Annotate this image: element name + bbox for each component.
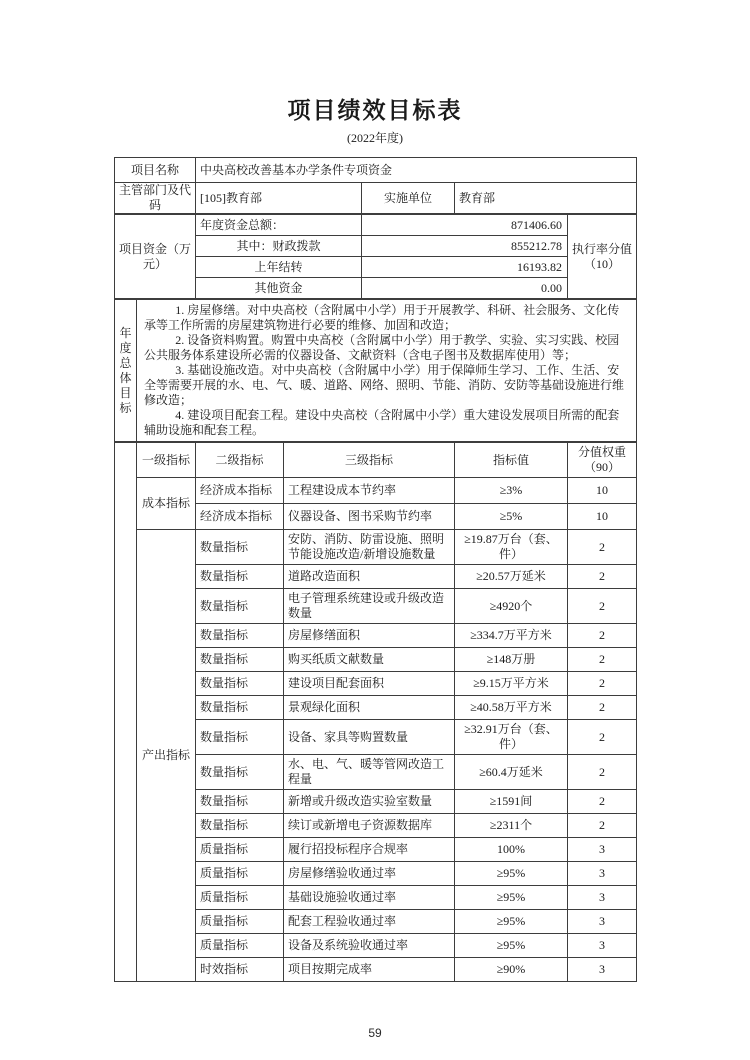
goal-paragraph: 4. 建设项目配套工程。建设中央高校（含附属中小学）重大建设发展项目所需的配套辅助设施和配套工程。 xyxy=(144,408,620,437)
indicators-header-row xyxy=(115,443,637,478)
goal-paragraph: 2. 设备资料购置。购置中央高校（含附属中小学）用于教学、实验、实习实践、校园公共服务体系建设所必需的仪器设备、文献资料（含电子图书及数据库使用）等； xyxy=(144,333,620,362)
indicator-level2-cell: 数量指标 xyxy=(196,624,284,648)
goal-paragraph: 3. 基础设施改造。对中央高校（含附属中小学）用于保障师生学习、工作、生活、安全等需要开展的水、电、气、暖、道路、网络、照明、节能、消防、安防等基础设施进行维修改造； xyxy=(144,363,625,407)
funds-item-value-cell: 855212.78 xyxy=(362,236,568,257)
indicator-weight-cell: 2 xyxy=(568,530,637,565)
indicator-level3-cell: 仪器设备、图书采购节约率 xyxy=(284,504,455,530)
funds-item-value-cell: 16193.82 xyxy=(362,257,568,278)
indicator-value-cell: ≥3% xyxy=(455,478,568,504)
funds-item-name-cell: 其他资金 xyxy=(196,278,362,299)
indicator-level2-cell: 质量指标 xyxy=(196,862,284,886)
indicator-value-cell: ≥90% xyxy=(455,958,568,982)
indicator-level3-cell: 工程建设成本节约率 xyxy=(284,478,455,504)
indicator-level3-cell: 安防、消防、防雷设施、照明节能设施改造/新增设施数量 xyxy=(284,530,455,565)
indicator-level2-cell: 数量指标 xyxy=(196,696,284,720)
indicator-weight-cell: 10 xyxy=(568,478,637,504)
dept-value-cell: [105]教育部 xyxy=(196,183,362,214)
indicator-weight-cell: 3 xyxy=(568,958,637,982)
header-weight-line: 分值权重 xyxy=(577,445,626,459)
indicator-level3-cell: 项目按期完成率 xyxy=(284,958,455,982)
indicator-level2-cell: 质量指标 xyxy=(196,886,284,910)
project-name-label-cell: 项目名称 xyxy=(115,158,196,183)
indicator-level3-cell: 续订或新增电子资源数据库 xyxy=(284,814,455,838)
indicator-level3-cell: 新增或升级改造实验室数量 xyxy=(284,790,455,814)
header-value-cell: 指标值 xyxy=(455,443,568,478)
indicator-level3-cell: 设备及系统验收通过率 xyxy=(284,934,455,958)
funds-item-name-cell: 其中：财政拨款 xyxy=(196,236,362,257)
header-level1-cell: 一级指标 xyxy=(137,443,196,478)
indicator-level2-cell: 经济成本指标 xyxy=(196,504,284,530)
impl-unit-label-cell: 实施单位 xyxy=(362,183,455,214)
performance-table xyxy=(114,157,636,982)
indicator-level3-cell: 设备、家具等购置数量 xyxy=(284,720,455,755)
indicators-table xyxy=(114,442,637,982)
indicator-level3-cell: 配套工程验收通过率 xyxy=(284,910,455,934)
indicator-weight-cell: 2 xyxy=(568,565,637,589)
indicator-level3-cell: 履行招投标程序合规率 xyxy=(284,838,455,862)
funds-item-name-cell: 上年结转 xyxy=(196,257,362,278)
indicator-weight-cell: 3 xyxy=(568,838,637,862)
indicator-weight-cell: 2 xyxy=(568,696,637,720)
group-output-cell: 产出指标 xyxy=(137,530,196,982)
indicator-level2-cell: 数量指标 xyxy=(196,814,284,838)
indicator-level2-cell: 数量指标 xyxy=(196,755,284,790)
indicator-weight-cell: 3 xyxy=(568,862,637,886)
page-subtitle: (2022年度) xyxy=(347,131,403,145)
indicator-weight-cell: 2 xyxy=(568,624,637,648)
spacer-column-cell xyxy=(115,443,137,982)
funds-table xyxy=(114,214,637,299)
indicator-level3-cell: 房屋修缮验收通过率 xyxy=(284,862,455,886)
indicator-level3-cell: 电子管理系统建设或升级改造数量 xyxy=(284,589,455,624)
project-name-value-cell: 中央高校改善基本办学条件专项资金 xyxy=(196,158,637,183)
indicator-level2-cell: 数量指标 xyxy=(196,672,284,696)
indicator-level3-cell: 购买纸质文献数量 xyxy=(284,648,455,672)
indicator-level3-cell: 水、电、气、暖等管网改造工程量 xyxy=(284,755,455,790)
indicator-level3-cell: 建设项目配套面积 xyxy=(284,672,455,696)
indicator-value-cell: ≥2311个 xyxy=(455,814,568,838)
indicator-level3-cell: 道路改造面积 xyxy=(284,565,455,589)
indicator-level3-cell: 景观绿化面积 xyxy=(284,696,455,720)
indicator-value-cell: ≥5% xyxy=(455,504,568,530)
indicator-value-cell: ≥95% xyxy=(455,910,568,934)
funds-item-value-cell: 0.00 xyxy=(362,278,568,299)
indicator-level2-cell: 经济成本指标 xyxy=(196,478,284,504)
indicator-weight-cell: 3 xyxy=(568,934,637,958)
indicator-value-cell: ≥32.91万台（套、件） xyxy=(455,720,568,755)
funds-item-value-cell: 871406.60 xyxy=(362,215,568,236)
indicator-weight-cell: 2 xyxy=(568,790,637,814)
header-level3-cell: 三级指标 xyxy=(284,443,455,478)
indicator-level2-cell: 数量指标 xyxy=(196,720,284,755)
indicator-value-cell: ≥9.15万平方米 xyxy=(455,672,568,696)
indicator-value-cell: ≥40.58万平方米 xyxy=(455,696,568,720)
indicator-value-cell: ≥95% xyxy=(455,862,568,886)
header-weight-line: （90） xyxy=(583,460,620,474)
indicator-weight-cell: 2 xyxy=(568,755,637,790)
indicator-level2-cell: 数量指标 xyxy=(196,589,284,624)
execution-score-label: 执行率分值 xyxy=(572,241,633,256)
indicator-value-cell: ≥4920个 xyxy=(455,589,568,624)
header-weight-cell xyxy=(568,443,637,478)
annual-goal-row xyxy=(115,300,637,442)
indicator-weight-cell: 2 xyxy=(568,672,637,696)
page-number: 59 xyxy=(368,1026,382,1040)
dept-label-cell: 主管部门及代码 xyxy=(115,183,196,214)
indicator-level2-cell: 质量指标 xyxy=(196,910,284,934)
indicator-value-cell: 100% xyxy=(455,838,568,862)
indicator-weight-cell: 3 xyxy=(568,910,637,934)
annual-goal-text-cell xyxy=(137,300,637,442)
indicator-value-cell: ≥148万册 xyxy=(455,648,568,672)
annual-goal-label-line: 目标 xyxy=(119,385,132,415)
indicator-value-cell: ≥334.7万平方米 xyxy=(455,624,568,648)
indicator-value-cell: ≥95% xyxy=(455,886,568,910)
indicator-weight-cell: 2 xyxy=(568,648,637,672)
indicator-value-cell: ≥20.57万延米 xyxy=(455,565,568,589)
indicator-level3-cell: 房屋修缮面积 xyxy=(284,624,455,648)
indicator-weight-cell: 2 xyxy=(568,720,637,755)
execution-score-points: （10） xyxy=(583,256,620,271)
annual-goal-label-line: 总体 xyxy=(119,355,132,385)
indicator-level2-cell: 时效指标 xyxy=(196,958,284,982)
indicator-weight-cell: 3 xyxy=(568,886,637,910)
project-info-table xyxy=(114,157,637,214)
page-title: 项目绩效目标表 xyxy=(287,97,463,123)
group-cost-cell: 成本指标 xyxy=(137,478,196,530)
indicator-level3-cell: 基础设施验收通过率 xyxy=(284,886,455,910)
indicator-value-cell: ≥19.87万台（套、件） xyxy=(455,530,568,565)
annual-goal-table xyxy=(114,299,637,442)
funds-row xyxy=(115,215,637,236)
indicator-level2-cell: 质量指标 xyxy=(196,838,284,862)
indicator-value-cell: ≥95% xyxy=(455,934,568,958)
annual-goal-label-cell xyxy=(115,300,137,442)
annual-goal-label-line: 年度 xyxy=(119,325,132,355)
impl-unit-value-cell: 教育部 xyxy=(455,183,637,214)
indicator-value-cell: ≥1591间 xyxy=(455,790,568,814)
indicator-row xyxy=(115,478,637,504)
goal-paragraph: 1. 房屋修缮。对中央高校（含附属中小学）用于开展教学、科研、社会服务、文化传承等工作所需的房屋建筑物进行必要的维修、加固和改造； xyxy=(144,303,620,332)
indicator-level2-cell: 质量指标 xyxy=(196,934,284,958)
indicator-weight-cell: 2 xyxy=(568,589,637,624)
project-name-row xyxy=(115,158,637,183)
indicator-weight-cell: 2 xyxy=(568,814,637,838)
indicator-weight-cell: 10 xyxy=(568,504,637,530)
indicator-level2-cell: 数量指标 xyxy=(196,648,284,672)
funds-label-cell: 项目资金（万元） xyxy=(115,215,196,299)
funds-item-name-cell: 年度资金总额： xyxy=(196,215,362,236)
indicator-row xyxy=(115,530,637,565)
indicator-level2-cell: 数量指标 xyxy=(196,790,284,814)
header-level2-cell: 二级指标 xyxy=(196,443,284,478)
indicator-level2-cell: 数量指标 xyxy=(196,530,284,565)
indicator-level2-cell: 数量指标 xyxy=(196,565,284,589)
execution-score-cell xyxy=(568,215,637,299)
indicator-value-cell: ≥60.4万延米 xyxy=(455,755,568,790)
department-row xyxy=(115,183,637,214)
